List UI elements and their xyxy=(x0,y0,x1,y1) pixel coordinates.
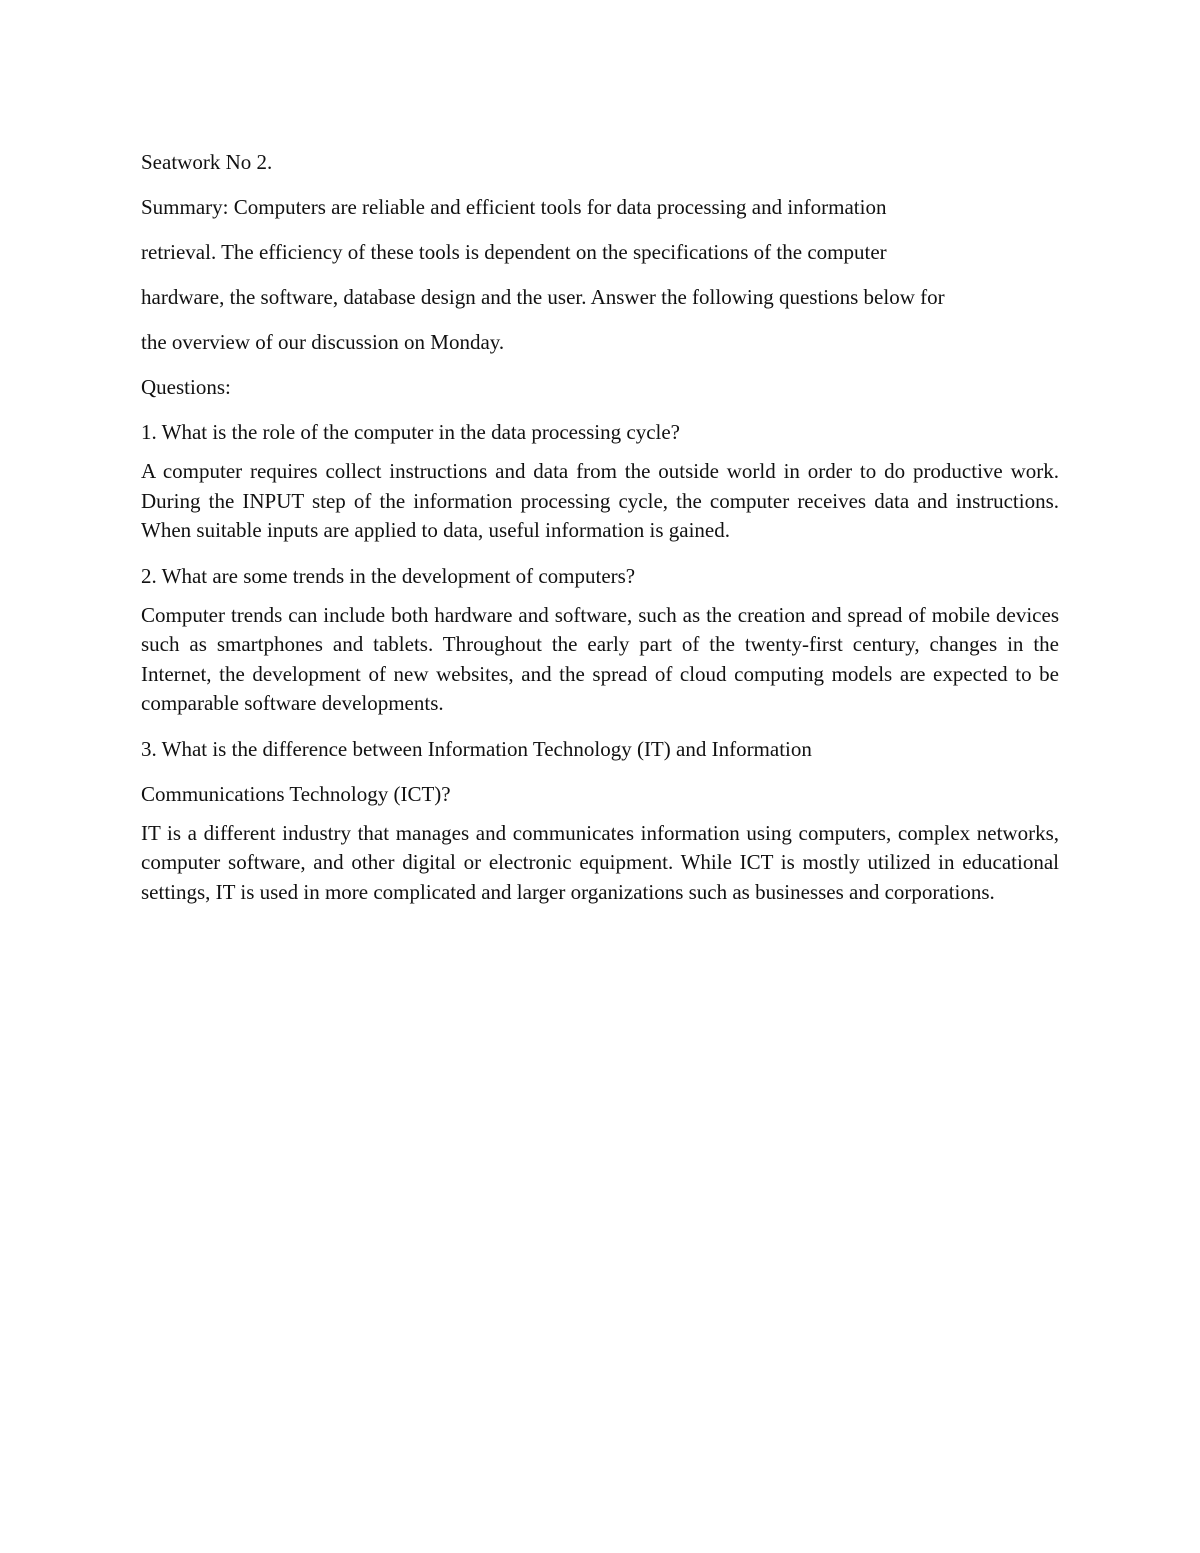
question-2: 2. What are some trends in the development of computers? xyxy=(141,563,636,588)
document-body xyxy=(141,140,1059,907)
summary-line-2: retrieval. The efficiency of these tools is dependent on the specifications of the computer xyxy=(141,240,887,264)
question-3-line-1: 3. What is the difference between Information Technology (IT) and Information xyxy=(141,736,812,761)
answer-1: A computer requires collect instructions and data from the outside world in order to do productive work. During the INPUT step of the information processing cycle, the computer receives data and instructions. When suitable inputs are applied to data, useful information is gained. xyxy=(141,459,1059,542)
document-title: Seatwork No 2. xyxy=(141,150,273,174)
summary-line-1: Summary: Computers are reliable and efficient tools for data processing and information xyxy=(141,195,887,219)
summary-line-3: hardware, the software, database design and the user. Answer the following questions below for xyxy=(141,285,945,309)
question-1: 1. What is the role of the computer in the data processing cycle? xyxy=(141,420,681,444)
answer-2: Computer trends can include both hardware and software, such as the creation and spread of mobile devices such as smartphones and tablets. Throughout the early part of the twenty-first century, changes in the Internet, the development of new websites, and the spread of cloud computing models are expected to be comparable software developments. xyxy=(141,602,1059,715)
question-3-line-2: Communications Technology (ICT)? xyxy=(141,781,451,806)
questions-heading: Questions: xyxy=(141,375,231,399)
answer-3: IT is a different industry that manages and communicates information using computers, complex networks, computer software, and other digital or electronic equipment. While ICT is mostly utilized in educational settings, IT is used in more complicated and larger organizations such as businesses and corporations. xyxy=(141,820,1059,904)
summary-line-4: the overview of our discussion on Monday. xyxy=(141,330,505,354)
